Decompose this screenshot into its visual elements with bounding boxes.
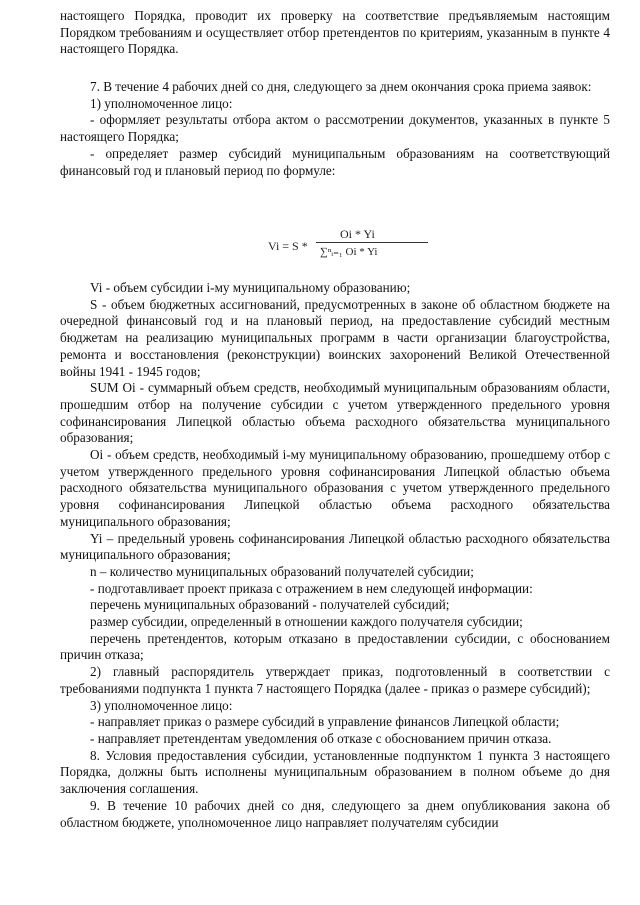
subsidy-formula — [268, 226, 468, 266]
paragraph: Oi - объем средств, необходимый i-му муниципальному образованию, прошедшему отбор с учетом утвержденного предельного уровня софинансирования Липецкой областью объема расходного обязательства муниципального образования с учетом утвержденного предельного уровня софинансирования Липецкой областью объема расходного обязательства муниципального образования; — [60, 447, 610, 529]
paragraph: размер субсидии, определенный в отношении каждого получателя субсидии; — [90, 614, 523, 630]
formula-denominator: ∑ⁿᵢ₌₁ Oi * Yi — [320, 246, 378, 258]
paragraph: перечень претендентов, которым отказано в предоставлении субсидии, с обоснованием причин отказа; — [60, 630, 610, 663]
paragraph: 8. Условия предоставления субсидии, установленные подпунктом 1 пункта 3 настоящего Порядка, должны быть исполнены муниципальным образованием в полном объеме до дня заключения соглашения. — [60, 747, 610, 797]
text-block-definitions — [60, 280, 610, 831]
formula-numerator: Oi * Yi — [340, 227, 375, 241]
formula-lhs: Vi = S * — [268, 239, 308, 253]
paragraph: настоящего Порядка, проводит их проверку на соответствие предъявляемым настоящим Порядком требованиям и осуществляет отбор претендентов по критериям, указанным в пункте 4 настоящего Порядка. — [60, 8, 610, 57]
text-block-item-7 — [60, 79, 610, 179]
paragraph: - направляет претендентам уведомления об отказе с обоснованием причин отказа. — [90, 730, 552, 746]
paragraph: n – количество муниципальных образований получателей субсидии; — [90, 563, 474, 579]
paragraph: 2) главный распорядитель утверждает приказ, подготовленный в соответствии с требованиями подпункта 1 пункта 7 настоящего Порядка (далее - приказ о размере субсидий); — [60, 664, 610, 696]
paragraph: - направляет приказ о размере субсидий в управление финансов Липецкой области; — [90, 714, 560, 730]
paragraph: S - объем бюджетных ассигнований, предусмотренных в законе об областном бюджете на очередной финансовый год и на плановый период, на предоставление субсидий местным бюджетам на реализацию муниципальных программ в части организации благоустройства, ремонта и восстановления (реконструкции) воинских захоронений Великой Отечественной войны 1941 - 1945 годов; — [60, 296, 610, 379]
paragraph: - подготавливает проект приказа с отражением в нем следующей информации: — [90, 580, 533, 596]
paragraph: Vi - объем субсидии i-му муниципальному образованию; — [90, 280, 411, 295]
text-block-top — [60, 8, 610, 58]
paragraph: SUM Oi - суммарный объем средств, необходимый муниципальным образованиям области, прошедшим отбор на получение субсидии с учетом утвержденного предельного уровня софинансирования Липецкой областью объема расходного обязательства муниципального образования; — [60, 380, 610, 446]
fraction-bar — [316, 242, 428, 243]
paragraph: - определяет размер субсидий муниципальным образованиям на соответствующий финансовый год и плановый период по формуле: — [60, 145, 610, 178]
paragraph: 7. В течение 4 рабочих дней со дня, следующего за днем окончания срока приема заявок: — [90, 79, 592, 94]
paragraph: 3) уполномоченное лицо: — [90, 697, 233, 713]
paragraph: Yi – предельный уровень софинансирования Липецкой областью расходного обязательства муниципального образования; — [60, 530, 610, 563]
paragraph: перечень муниципальных образований - получателей субсидий; — [90, 597, 450, 613]
paragraph: 1) уполномоченное лицо: — [90, 95, 233, 111]
paragraph: 9. В течение 10 рабочих дней со дня, следующего за днем опубликования закона об областном бюджете, уполномоченное лицо направляет получателям субсидии — [60, 797, 610, 830]
paragraph: - оформляет результаты отбора актом о рассмотрении документов, указанных в пункте 5 настоящего Порядка; — [60, 112, 610, 145]
